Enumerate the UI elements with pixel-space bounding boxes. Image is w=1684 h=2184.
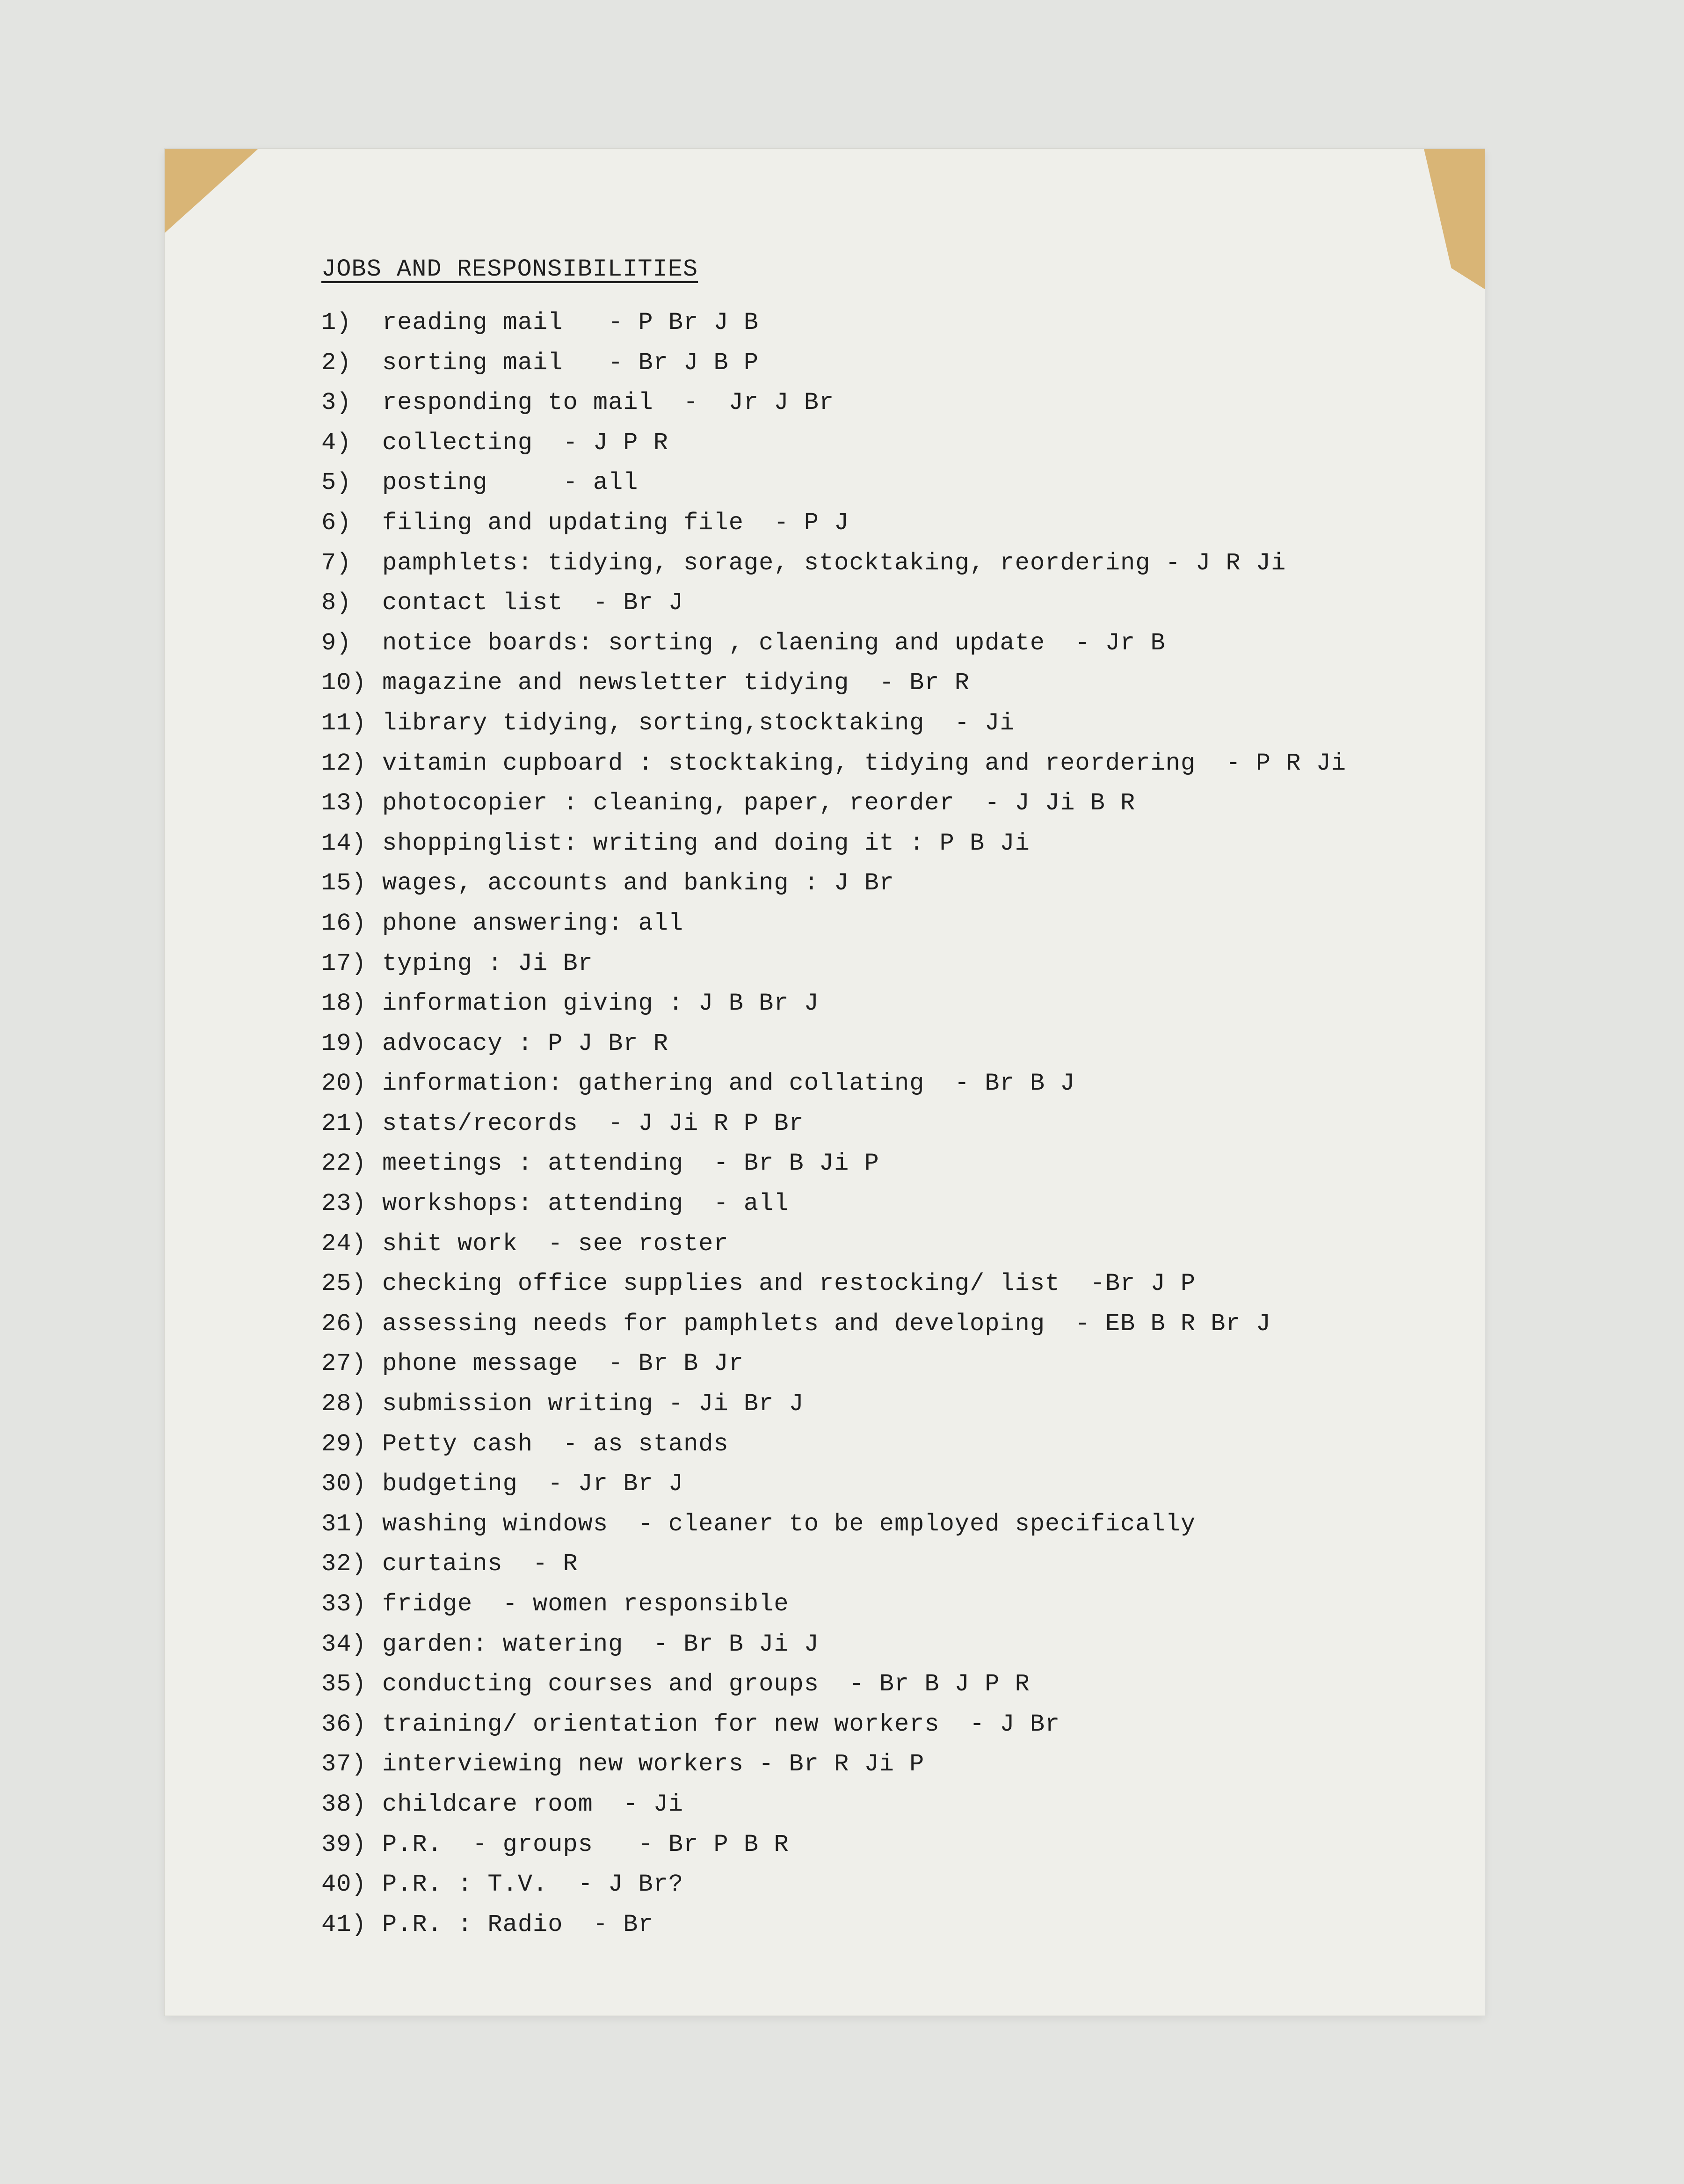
job-text: interviewing new workers - Br R Ji P (382, 1750, 925, 1778)
job-text: phone message - Br B Jr (382, 1350, 744, 1378)
list-item (321, 383, 1415, 423)
job-number: 17) (321, 949, 367, 977)
job-number: 21) (321, 1109, 367, 1137)
job-text: checking office supplies and restocking/ list -Br J P (382, 1270, 1196, 1298)
job-number: 39) (321, 1830, 367, 1858)
job-number: 27) (321, 1350, 367, 1378)
list-item (321, 1264, 1415, 1304)
job-number: 26) (321, 1310, 367, 1338)
list-item (321, 543, 1415, 583)
job-text: washing windows - cleaner to be employed specifically (382, 1510, 1196, 1538)
job-number: 6) (321, 509, 352, 537)
job-number: 30) (321, 1470, 367, 1498)
job-text: fridge - women responsible (382, 1590, 789, 1618)
job-number: 24) (321, 1230, 367, 1258)
list-item (321, 743, 1415, 784)
job-text: shoppinglist: writing and doing it : P B Ji (382, 829, 1030, 857)
list-item (321, 1864, 1415, 1905)
list-item (321, 863, 1415, 903)
job-number: 20) (321, 1070, 367, 1098)
document-title: JOBS AND RESPONSIBILITIES (321, 255, 698, 283)
job-text: magazine and newsletter tidying - Br R (382, 669, 970, 697)
list-item (321, 1744, 1415, 1784)
list-item (321, 1184, 1415, 1224)
job-number: 12) (321, 749, 367, 777)
job-number: 5) (321, 469, 352, 497)
job-number: 9) (321, 629, 352, 657)
job-number: 11) (321, 709, 367, 737)
list-item (321, 1504, 1415, 1544)
job-text: budgeting - Jr Br J (382, 1470, 684, 1498)
job-number: 35) (321, 1670, 367, 1698)
job-number: 8) (321, 589, 352, 617)
job-number: 23) (321, 1190, 367, 1218)
job-number: 13) (321, 789, 367, 817)
job-text: responding to mail - Jr J Br (382, 389, 835, 417)
list-item (321, 1544, 1415, 1584)
list-item (321, 1304, 1415, 1344)
list-item (321, 343, 1415, 383)
list-item (321, 1464, 1415, 1504)
job-number: 19) (321, 1029, 367, 1057)
job-text: P.R. : T.V. - J Br? (382, 1871, 684, 1899)
list-item (321, 823, 1415, 864)
list-item (321, 983, 1415, 1024)
job-text: contact list - Br J (382, 589, 684, 617)
job-text: reading mail - P Br J B (382, 309, 759, 336)
job-text: curtains - R (382, 1550, 578, 1578)
job-text: shit work - see roster (382, 1230, 729, 1258)
list-item (321, 1224, 1415, 1264)
job-text: information: gathering and collating - Br B J (382, 1070, 1075, 1098)
job-number: 31) (321, 1510, 367, 1538)
job-text: assessing needs for pamphlets and developing - EB B R Br J (382, 1310, 1271, 1338)
job-text: collecting - J P R (382, 429, 668, 457)
job-number: 33) (321, 1590, 367, 1618)
list-item (321, 1143, 1415, 1184)
job-number: 18) (321, 990, 367, 1018)
job-text: P.R. - groups - Br P B R (382, 1830, 789, 1858)
job-text: phone answering: all (382, 909, 684, 937)
list-item (321, 303, 1415, 343)
job-number: 4) (321, 429, 352, 457)
job-text: childcare room - Ji (382, 1790, 684, 1818)
job-number: 7) (321, 549, 352, 577)
list-item (321, 1584, 1415, 1624)
job-number: 15) (321, 869, 367, 897)
job-number: 34) (321, 1630, 367, 1658)
job-text: typing : Ji Br (382, 949, 593, 977)
job-text: conducting courses and groups - Br B J P R (382, 1670, 1030, 1698)
job-text: sorting mail - Br J B P (382, 349, 759, 377)
job-text: stats/records - J Ji R P Br (382, 1109, 804, 1137)
job-text: photocopier : cleaning, paper, reorder - J Ji B R (382, 789, 1136, 817)
job-number: 28) (321, 1390, 367, 1418)
tape-strip-right (1424, 149, 1485, 289)
job-number: 16) (321, 909, 367, 937)
list-item (321, 783, 1415, 823)
job-number: 38) (321, 1790, 367, 1818)
job-text: submission writing - Ji Br J (382, 1390, 804, 1418)
list-item (321, 423, 1415, 463)
job-number: 2) (321, 349, 352, 377)
job-text: training/ orientation for new workers - J Br (382, 1710, 1060, 1738)
job-text: Petty cash - as stands (382, 1430, 729, 1458)
job-text: posting - all (382, 469, 639, 497)
list-item (321, 1825, 1415, 1865)
job-number: 3) (321, 389, 352, 417)
list-item (321, 1344, 1415, 1384)
tape-strip-left (165, 149, 258, 233)
jobs-list (321, 303, 1415, 1944)
document-sheet (165, 149, 1485, 2016)
list-item (321, 463, 1415, 503)
job-text: library tidying, sorting,stocktaking - Ji (382, 709, 1015, 737)
list-item (321, 903, 1415, 944)
list-item (321, 623, 1415, 663)
job-text: filing and updating file - P J (382, 509, 849, 537)
list-item (321, 583, 1415, 623)
list-item (321, 1664, 1415, 1704)
job-number: 22) (321, 1150, 367, 1178)
job-number: 25) (321, 1270, 367, 1298)
job-number: 32) (321, 1550, 367, 1578)
list-item (321, 1384, 1415, 1424)
job-text: wages, accounts and banking : J Br (382, 869, 894, 897)
job-number: 14) (321, 829, 367, 857)
job-text: notice boards: sorting , claening and update - Jr B (382, 629, 1166, 657)
job-number: 29) (321, 1430, 367, 1458)
job-number: 37) (321, 1750, 367, 1778)
job-text: workshops: attending - all (382, 1190, 789, 1218)
job-number: 41) (321, 1910, 367, 1938)
list-item (321, 1104, 1415, 1144)
list-item (321, 1624, 1415, 1665)
list-item (321, 663, 1415, 703)
job-text: pamphlets: tidying, sorage, stocktaking, reordering - J R Ji (382, 549, 1286, 577)
list-item (321, 944, 1415, 984)
list-item (321, 1063, 1415, 1104)
document-content (321, 255, 1415, 1944)
job-text: information giving : J B Br J (382, 990, 819, 1018)
list-item (321, 703, 1415, 743)
list-item (321, 1905, 1415, 1945)
job-text: vitamin cupboard : stocktaking, tidying and reordering - P R Ji (382, 749, 1347, 777)
list-item (321, 1424, 1415, 1464)
list-item (321, 1784, 1415, 1825)
job-text: advocacy : P J Br R (382, 1029, 668, 1057)
job-number: 1) (321, 309, 352, 336)
job-text: meetings : attending - Br B Ji P (382, 1150, 879, 1178)
job-number: 40) (321, 1871, 367, 1899)
list-item (321, 1704, 1415, 1745)
job-number: 10) (321, 669, 367, 697)
list-item (321, 1024, 1415, 1064)
list-item (321, 503, 1415, 543)
job-text: garden: watering - Br B Ji J (382, 1630, 819, 1658)
job-text: P.R. : Radio - Br (382, 1910, 653, 1938)
job-number: 36) (321, 1710, 367, 1738)
